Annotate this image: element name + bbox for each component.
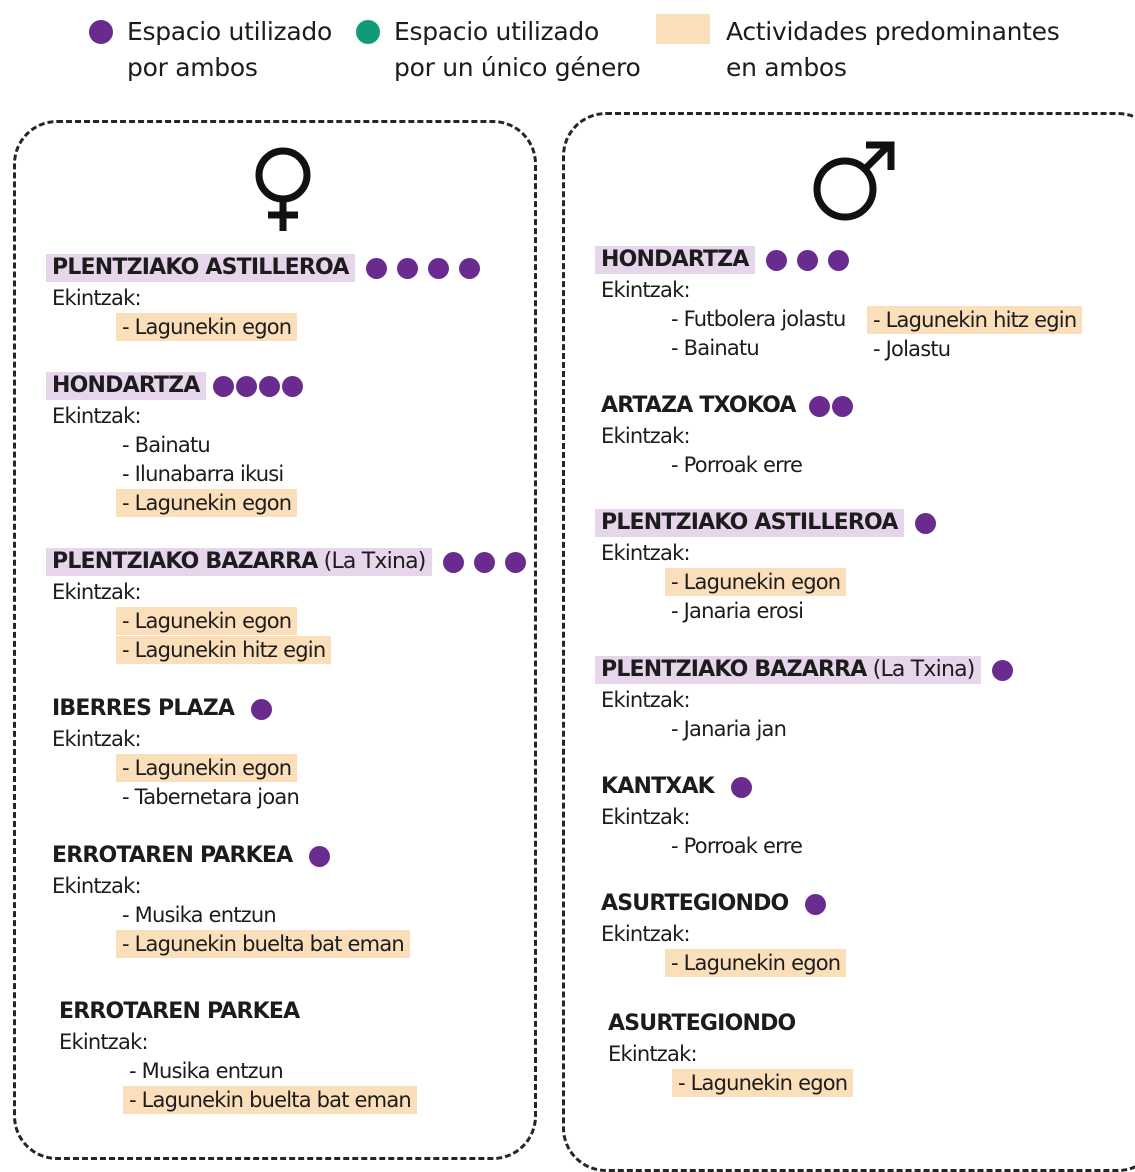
usage-dots xyxy=(910,513,941,534)
usage-dot xyxy=(992,660,1013,681)
legend-dot-both xyxy=(89,20,113,44)
place-title-row xyxy=(595,771,808,803)
place-entry xyxy=(595,771,808,861)
activity-item: - Lagunekin egon xyxy=(672,1069,853,1097)
usage-dot xyxy=(459,258,480,279)
place-entry xyxy=(46,840,410,959)
place-name-suffix: (La Txina) xyxy=(866,657,975,682)
usage-dots xyxy=(361,258,485,279)
place-name-text: HONDARTZA xyxy=(601,247,749,272)
legend-label-single: Espacio utilizado por un único género xyxy=(394,17,641,82)
place-title-row xyxy=(595,390,854,422)
place-name xyxy=(595,509,904,537)
activities-label: Ekintzak: xyxy=(52,404,141,428)
usage-dot xyxy=(443,552,464,573)
usage-dot xyxy=(731,777,752,798)
place-name xyxy=(46,372,206,400)
place-entry xyxy=(46,546,531,665)
place-name-suffix: (La Txina) xyxy=(317,549,426,574)
activity-item: - Lagunekin buelta bat eman xyxy=(116,930,410,958)
activity-item: - Porroak erre xyxy=(671,834,803,858)
activities-list xyxy=(123,1057,417,1114)
activity-item: - Lagunekin egon xyxy=(665,568,846,596)
usage-dot xyxy=(474,552,495,573)
place-entry xyxy=(595,888,846,978)
place-title-row xyxy=(46,693,305,725)
activity-item: - Lagunekin hitz egin xyxy=(116,636,331,664)
place-name xyxy=(602,1010,801,1038)
place-name xyxy=(53,998,305,1026)
usage-dot xyxy=(366,258,387,279)
female-symbol-icon xyxy=(248,145,318,233)
legend-item-single xyxy=(394,14,640,86)
activity-item: - Janaria erosi xyxy=(671,599,804,623)
usage-dots xyxy=(726,777,757,798)
usage-dot xyxy=(766,250,787,271)
place-name-text: KANTXAK xyxy=(601,774,714,799)
usage-dot xyxy=(809,396,830,417)
place-entry xyxy=(595,244,1077,363)
activities-list xyxy=(665,832,808,860)
place-entry xyxy=(595,654,1018,744)
activities-list xyxy=(665,949,846,977)
male-symbol-icon xyxy=(810,140,900,224)
place-entry xyxy=(595,507,941,626)
activity-item: - Lagunekin egon xyxy=(116,313,297,341)
place-title-row xyxy=(595,244,854,276)
activities-label: Ekintzak: xyxy=(608,1042,697,1066)
place-title-row xyxy=(53,996,417,1028)
place-name-text: ERROTAREN PARKEA xyxy=(52,843,293,868)
place-name-text: IBERRES PLAZA xyxy=(52,696,235,721)
activities-list xyxy=(672,1069,853,1097)
activities-list xyxy=(665,715,1018,743)
usage-dot xyxy=(428,258,449,279)
activities-list xyxy=(665,568,941,625)
place-entry xyxy=(595,390,854,480)
activities-list xyxy=(116,607,531,664)
usage-dots xyxy=(246,699,277,720)
activity-item: - Lagunekin egon xyxy=(116,607,297,635)
usage-dot xyxy=(805,894,826,915)
activities-label: Ekintzak: xyxy=(601,278,690,302)
activities-label: Ekintzak: xyxy=(601,922,690,946)
place-name-text: PLENTZIAKO BAZARRA xyxy=(52,549,318,574)
place-name-text: ARTAZA TXOKOA xyxy=(601,393,796,418)
legend-item-predominant xyxy=(726,14,1059,86)
place-entry xyxy=(53,996,417,1115)
place-name-text: PLENTZIAKO BAZARRA xyxy=(601,657,867,682)
activities-label: Ekintzak: xyxy=(59,1030,148,1054)
place-title-row xyxy=(595,507,941,539)
usage-dots xyxy=(438,552,531,573)
usage-dot xyxy=(832,396,853,417)
activities-label: Ekintzak: xyxy=(601,424,690,448)
usage-dot xyxy=(282,376,303,397)
place-title-row xyxy=(595,654,1018,686)
place-name-text: HONDARTZA xyxy=(52,373,200,398)
activities-list xyxy=(116,313,485,341)
place-title-row xyxy=(46,370,304,402)
activities-label: Ekintzak: xyxy=(52,874,141,898)
place-name xyxy=(46,548,432,576)
activity-item: - Ilunabarra ikusi xyxy=(122,462,284,486)
activities-list xyxy=(116,431,304,517)
activity-item: - Musika entzun xyxy=(122,903,276,927)
place-title-row xyxy=(46,546,531,578)
usage-dot xyxy=(259,376,280,397)
activity-item: - Janaria jan xyxy=(671,717,787,741)
usage-dot xyxy=(505,552,526,573)
place-name xyxy=(595,656,981,684)
place-title-row xyxy=(46,840,410,872)
place-name-text: PLENTZIAKO ASTILLEROA xyxy=(52,255,349,280)
legend-swatch-predominant xyxy=(656,14,710,44)
activity-item: - Jolastu xyxy=(873,337,951,361)
place-name xyxy=(46,842,298,870)
usage-dots xyxy=(800,894,831,915)
usage-dot xyxy=(309,846,330,867)
place-name xyxy=(46,254,355,282)
place-name xyxy=(595,246,755,274)
activity-item: - Lagunekin buelta bat eman xyxy=(123,1086,417,1114)
activities-label: Ekintzak: xyxy=(601,688,690,712)
place-entry xyxy=(46,370,304,518)
usage-dots xyxy=(808,396,854,417)
activities-label: Ekintzak: xyxy=(52,580,141,604)
place-name xyxy=(46,695,240,723)
activity-item: - Bainatu xyxy=(122,433,210,457)
activities-label: Ekintzak: xyxy=(52,286,141,310)
usage-dots xyxy=(987,660,1018,681)
place-name-text: ASURTEGIONDO xyxy=(608,1011,796,1036)
activity-item: - Tabernetara joan xyxy=(122,785,299,809)
place-entry xyxy=(46,693,305,812)
place-name-text: PLENTZIAKO ASTILLEROA xyxy=(601,510,898,535)
activities-list xyxy=(665,451,854,479)
place-title-row xyxy=(46,252,485,284)
usage-dot xyxy=(797,250,818,271)
activities-label: Ekintzak: xyxy=(601,541,690,565)
activity-item: - Lagunekin egon xyxy=(116,489,297,517)
legend-label-predominant: Actividades predominantes en ambos xyxy=(726,17,1060,82)
usage-dot xyxy=(251,699,272,720)
place-title-row xyxy=(595,888,846,920)
usage-dot xyxy=(213,376,234,397)
activity-item: - Lagunekin hitz egin xyxy=(867,306,1082,334)
place-name xyxy=(595,890,794,918)
activity-item: - Lagunekin egon xyxy=(116,754,297,782)
activity-item: - Bainatu xyxy=(671,336,759,360)
place-title-row xyxy=(602,1008,853,1040)
place-entry xyxy=(602,1008,853,1098)
activities-label: Ekintzak: xyxy=(601,805,690,829)
activities-list xyxy=(116,754,305,811)
legend-dot-single xyxy=(356,20,380,44)
activity-item: - Musika entzun xyxy=(129,1059,283,1083)
legend-item-both xyxy=(127,14,332,86)
usage-dot xyxy=(397,258,418,279)
usage-dots xyxy=(212,376,304,397)
place-name xyxy=(595,773,720,801)
place-name xyxy=(595,392,802,420)
activity-item: - Porroak erre xyxy=(671,453,803,477)
place-entry xyxy=(46,252,485,342)
activities-label: Ekintzak: xyxy=(52,727,141,751)
usage-dot xyxy=(236,376,257,397)
activities-list xyxy=(665,305,1077,362)
activity-item: - Lagunekin egon xyxy=(665,949,846,977)
usage-dots xyxy=(304,846,335,867)
place-name-text: ERROTAREN PARKEA xyxy=(59,999,300,1024)
legend-label-both: Espacio utilizado por ambos xyxy=(127,17,332,82)
activities-list-right xyxy=(867,305,1082,364)
usage-dots xyxy=(761,250,854,271)
usage-dot xyxy=(828,250,849,271)
activity-item: - Futbolera jolastu xyxy=(671,307,846,331)
usage-dot xyxy=(915,513,936,534)
activities-list xyxy=(116,901,410,958)
place-name-text: ASURTEGIONDO xyxy=(601,891,789,916)
